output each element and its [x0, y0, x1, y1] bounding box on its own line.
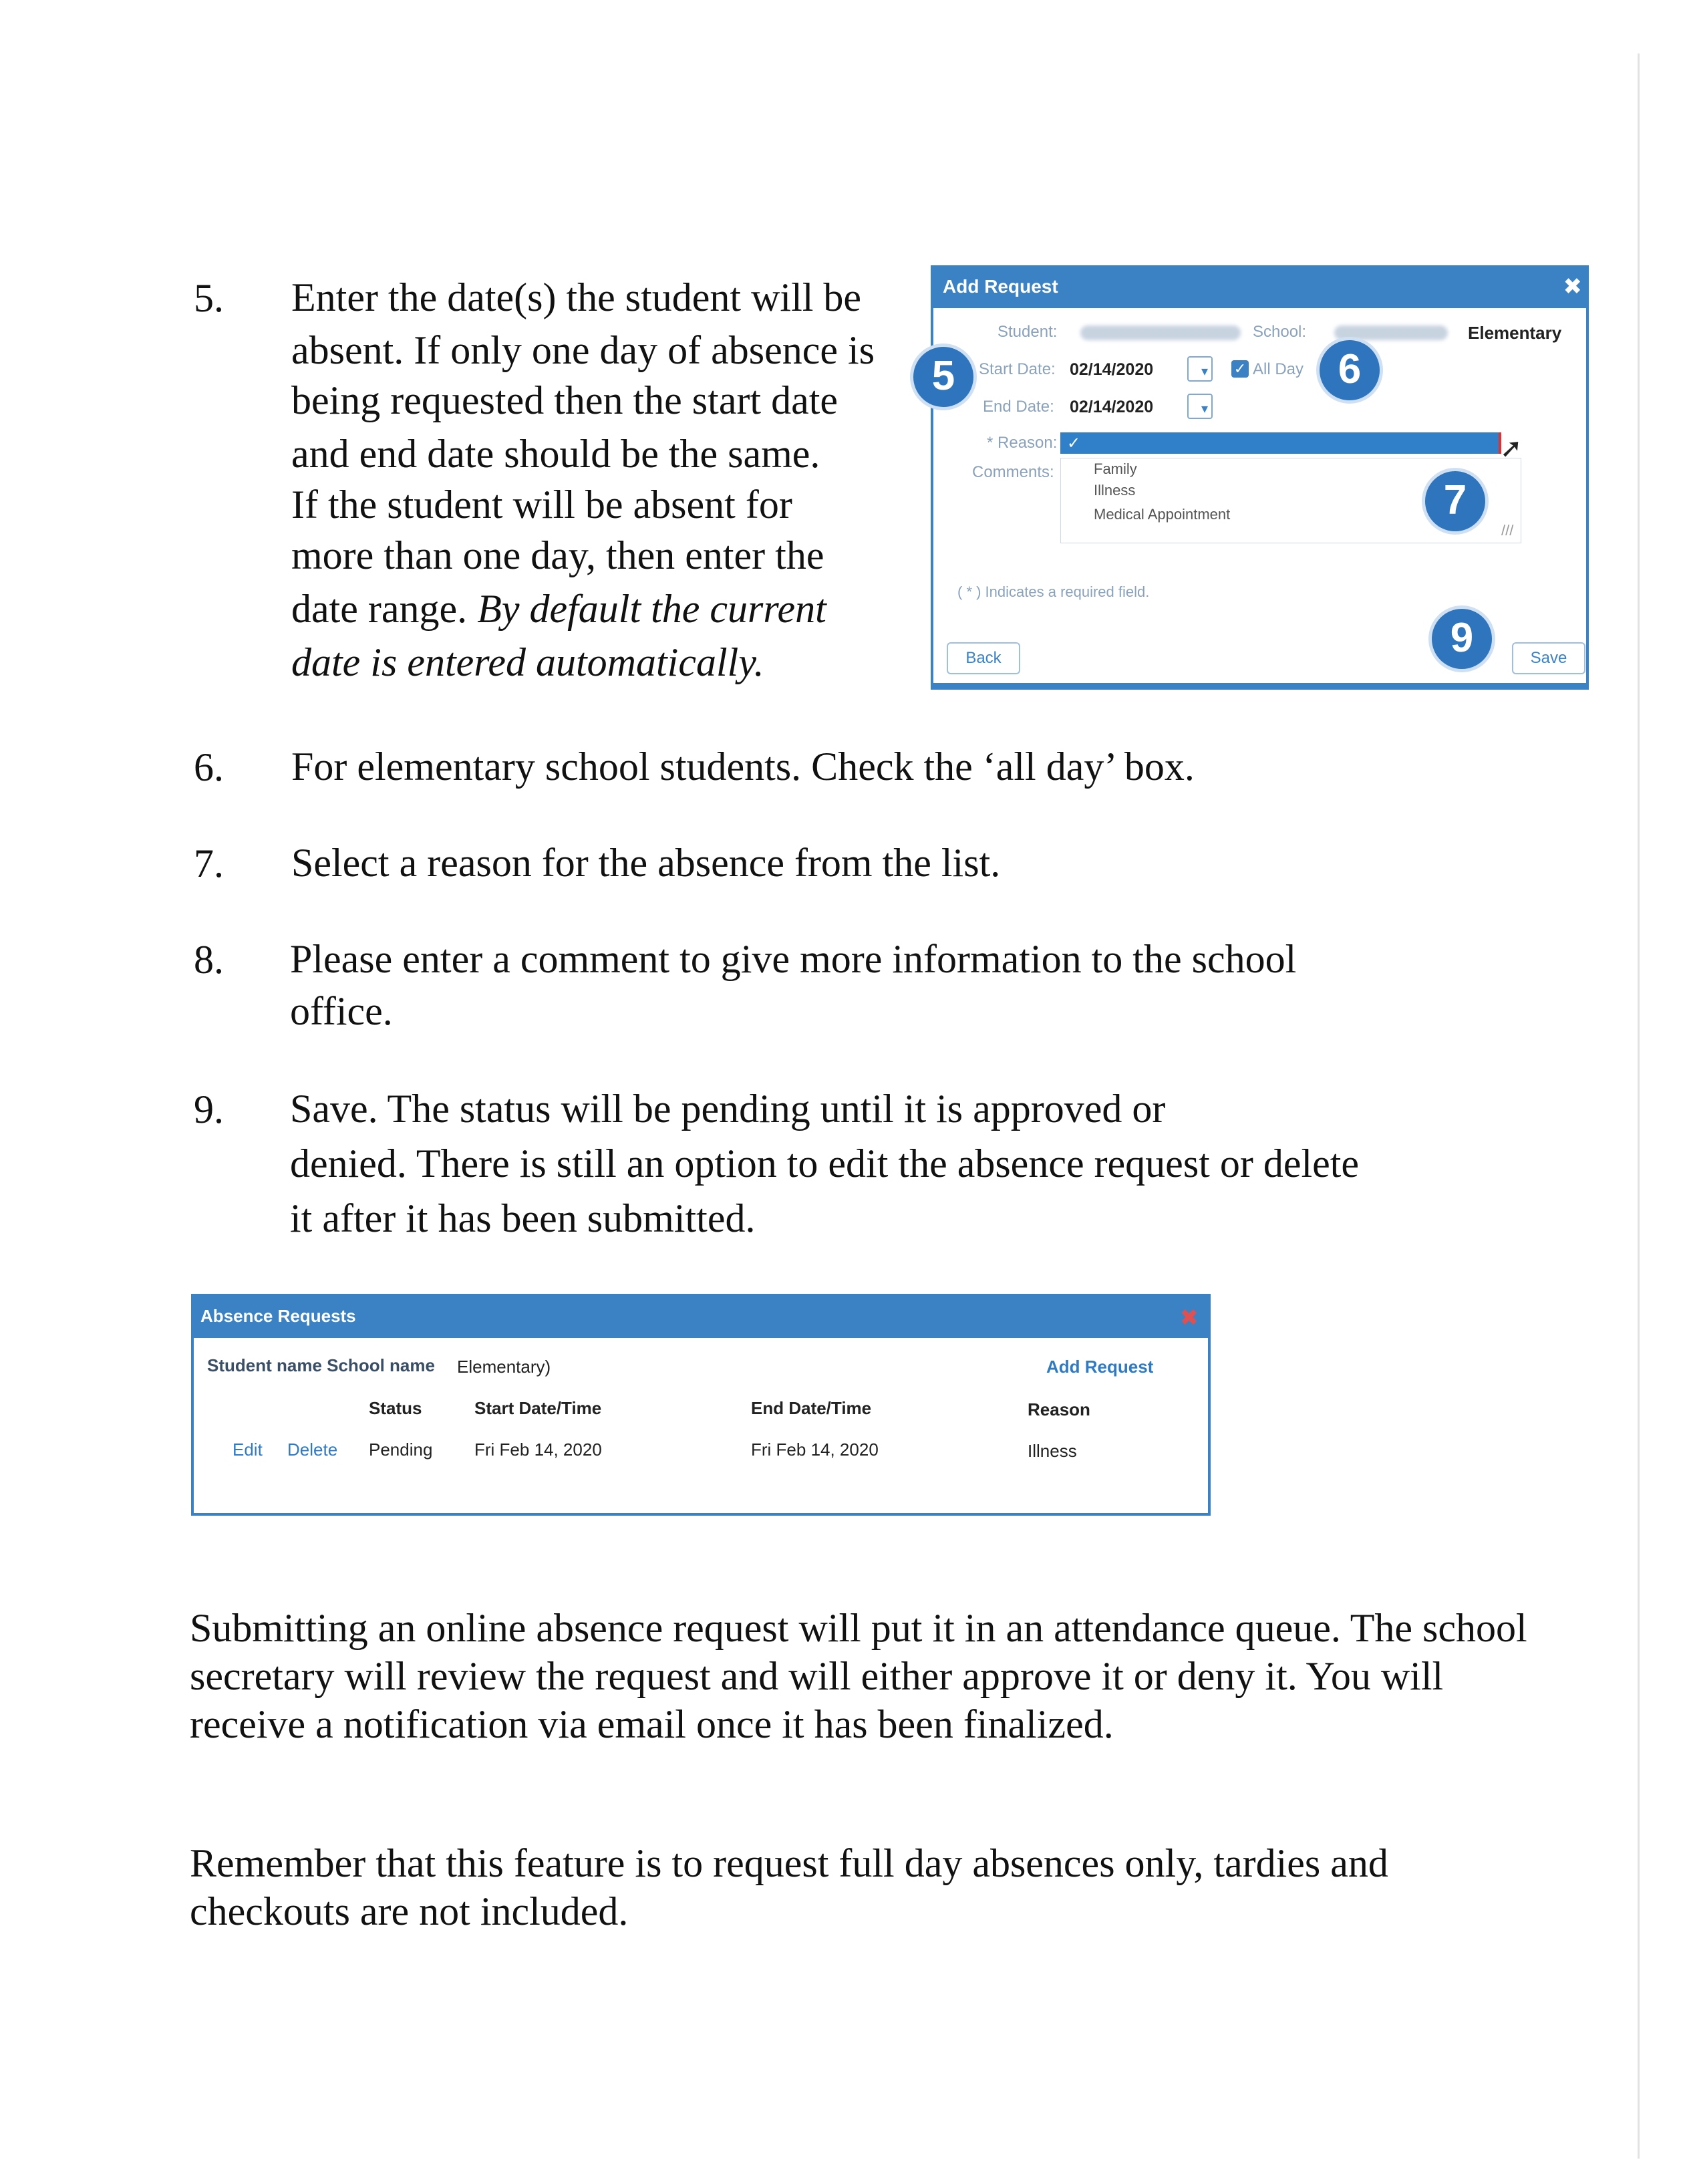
step-5-line-3: being requested then the start date — [291, 378, 838, 422]
paragraph-queue: Submitting an online absence request will put it in an attendance queue. The school secretary will review the request and will either approve it or deny it. You will receive a notification via email once it has been finalized. — [190, 1606, 1527, 1746]
start-date-value[interactable]: 02/14/2020 — [1070, 360, 1154, 379]
step-5-line-5: If the student will be absent for — [291, 483, 792, 527]
header-status: Status — [369, 1398, 422, 1418]
step-5-number: 5. — [194, 276, 224, 320]
step-5-line-1: Enter the date(s) the student will be — [291, 275, 862, 319]
school-label: School: — [1253, 323, 1307, 341]
required-field-note: ( * ) Indicates a required field. — [957, 583, 1150, 600]
all-day-checkbox[interactable]: ✓ — [1231, 360, 1249, 378]
delete-link[interactable]: Delete — [287, 1440, 338, 1460]
header-start: Start Date/Time — [474, 1398, 602, 1418]
step-6-number: 6. — [194, 745, 224, 789]
step-9-line-2: denied. There is still an option to edit the absence request or delete — [290, 1141, 1360, 1186]
step-9-line-1: Save. The status will be pending until it is approved or — [290, 1087, 1166, 1131]
back-button[interactable]: Back — [947, 642, 1020, 674]
page-edge-line — [1638, 53, 1640, 2159]
row-status: Pending — [369, 1440, 433, 1460]
row-end: Fri Feb 14, 2020 — [751, 1440, 879, 1460]
calendar-icon: ▾ — [1201, 364, 1208, 379]
step-8-line-1: Please enter a comment to give more information to the school — [290, 937, 1297, 981]
add-request-title-bar — [933, 268, 1586, 308]
row-start: Fri Feb 14, 2020 — [474, 1440, 602, 1460]
reason-option-medical[interactable]: Medical Appointment — [1094, 506, 1231, 523]
paragraph-remember: Remember that this feature is to request full day absences only, tardies and checkouts are not included. — [190, 1841, 1388, 1933]
end-date-label: End Date: — [983, 398, 1054, 416]
reason-select[interactable] — [1060, 432, 1501, 454]
step-6-text: For elementary school students. Check the ‘all day’ box. — [291, 744, 1195, 789]
close-icon[interactable]: ✖ — [1179, 1305, 1199, 1331]
callout-badge-7: 7 — [1422, 468, 1489, 535]
step-9-number: 9. — [194, 1087, 224, 1131]
step-9-line-3: it after it has been submitted. — [290, 1196, 756, 1240]
save-button[interactable]: Save — [1512, 642, 1585, 674]
comments-label: Comments: — [972, 463, 1054, 481]
step-5-line-2: absent. If only one day of absence is — [291, 328, 875, 372]
reason-option-family[interactable]: Family — [1094, 460, 1137, 477]
absence-requests-title-bar — [194, 1296, 1208, 1338]
end-date-calendar-button[interactable] — [1187, 394, 1213, 419]
calendar-icon: ▾ — [1201, 402, 1208, 416]
step-7-number: 7. — [194, 841, 224, 885]
close-icon[interactable]: ✖ — [1563, 274, 1582, 299]
absence-requests-title: Absence Requests — [200, 1306, 356, 1326]
student-name-blurred — [1080, 325, 1241, 340]
end-date-value[interactable]: 02/14/2020 — [1070, 398, 1154, 416]
start-date-calendar-button[interactable] — [1187, 356, 1213, 382]
callout-badge-6: 6 — [1316, 337, 1383, 404]
step-5-line-7 — [291, 583, 826, 636]
all-day-label: All Day — [1253, 360, 1304, 378]
step-8-number: 8. — [194, 938, 224, 982]
row-reason: Illness — [1028, 1441, 1077, 1461]
add-request-link[interactable]: Add Request — [1046, 1357, 1154, 1377]
step-7-text: Select a reason for the absence from the list. — [291, 841, 1001, 885]
start-date-label: Start Date: — [979, 360, 1056, 378]
resize-handle-icon[interactable]: /// — [1501, 522, 1514, 539]
check-icon: ✓ — [1067, 434, 1081, 452]
student-school-line: Student name School name — [207, 1355, 435, 1375]
step-5-line-7-italic: By default the current — [477, 587, 826, 631]
step-5-line-8 — [291, 636, 764, 689]
step-8-line-2: office. — [290, 989, 393, 1033]
school-value: Elementary — [1468, 323, 1562, 343]
edit-link[interactable]: Edit — [233, 1440, 263, 1460]
step-5-line-6: more than one day, then enter the — [291, 533, 824, 577]
student-label: Student: — [998, 323, 1058, 341]
header-end: End Date/Time — [751, 1398, 872, 1418]
reason-label: * Reason: — [987, 434, 1058, 452]
step-5-line-7-plain: date range. — [291, 587, 468, 631]
callout-badge-5: 5 — [910, 344, 977, 410]
add-request-title: Add Request — [943, 276, 1058, 297]
dialog-bottom-border — [933, 683, 1586, 687]
header-reason: Reason — [1028, 1399, 1090, 1419]
reason-option-illness[interactable]: Illness — [1094, 482, 1136, 499]
step-5-line-4: and end date should be the same. — [291, 432, 820, 476]
student-school-suffix: Elementary) — [457, 1357, 551, 1377]
absence-requests-panel — [191, 1294, 1211, 1516]
mouse-pointer-icon: ➚ — [1500, 434, 1523, 463]
step-5-line-8-italic: date is entered automatically. — [291, 640, 764, 684]
callout-badge-9: 9 — [1428, 605, 1495, 672]
